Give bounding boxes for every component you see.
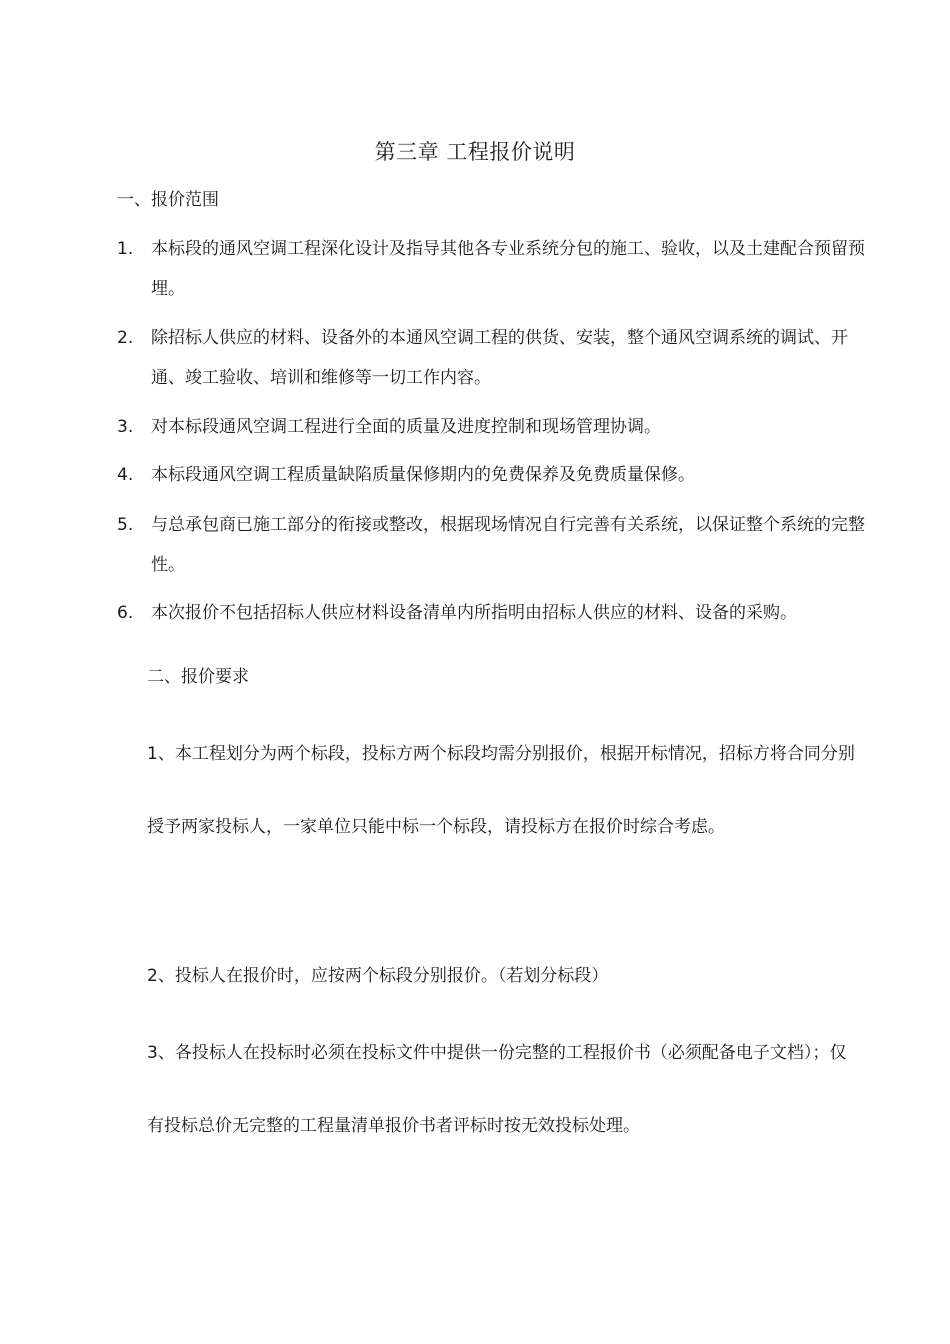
- list-text: 与总承包商已施工部分的衔接或整改，根据现场情况自行完善有关系统，以保证整个系统的完整性。: [151, 515, 865, 575]
- list-text: 对本标段通风空调工程进行全面的质量及进度控制和现场管理协调。: [151, 417, 661, 437]
- list-text: 本标段的通风空调工程深化设计及指导其他各专业系统分包的施工、验收，以及土建配合预留预埋。: [151, 239, 865, 299]
- section-heading-requirements: 二、报价要求: [147, 667, 249, 687]
- section-heading-scope: 一、报价范围: [117, 190, 219, 210]
- page-title: 第三章 工程报价说明: [374, 140, 576, 164]
- list-item: [117, 593, 877, 633]
- list-number: 5.: [117, 515, 134, 535]
- list-text: 本标段通风空调工程质量缺陷质量保修期内的免费保养及免费质量保修。: [151, 465, 695, 485]
- list-number: 2.: [117, 328, 134, 348]
- list-item: [117, 407, 877, 447]
- list-item: [117, 505, 877, 585]
- list-text: 除招标人供应的材料、设备外的本通风空调工程的供货、安装，整个通风空调系统的调试、开通、竣工验收、培训和维修等一切工作内容。: [151, 328, 848, 388]
- list-item: [117, 455, 877, 495]
- requirement-paragraph: 2、投标人在报价时，应按两个标段分别报价。（若划分标段）: [147, 966, 609, 986]
- requirement-paragraph: 3、各投标人在投标时必须在投标文件中提供一份完整的工程报价书（必须配备电子文档）；仅有投标总价无完整的工程量清单报价书者评标时按无效投标处理。: [147, 1043, 847, 1136]
- list-item: [117, 318, 877, 398]
- list-number: 6.: [117, 603, 134, 623]
- list-number: 4.: [117, 465, 134, 485]
- list-item: [117, 229, 877, 309]
- requirement-paragraph: 1、本工程划分为两个标段，投标方两个标段均需分别报价，根据开标情况，招标方将合同分别授予两家投标人，一家单位只能中标一个标段，请投标方在报价时综合考虑。: [147, 744, 855, 837]
- list-text: 本次报价不包括招标人供应材料设备清单内所指明由招标人供应的材料、设备的采购。: [151, 603, 797, 623]
- list-number: 3.: [117, 417, 134, 437]
- list-number: 1.: [117, 239, 134, 259]
